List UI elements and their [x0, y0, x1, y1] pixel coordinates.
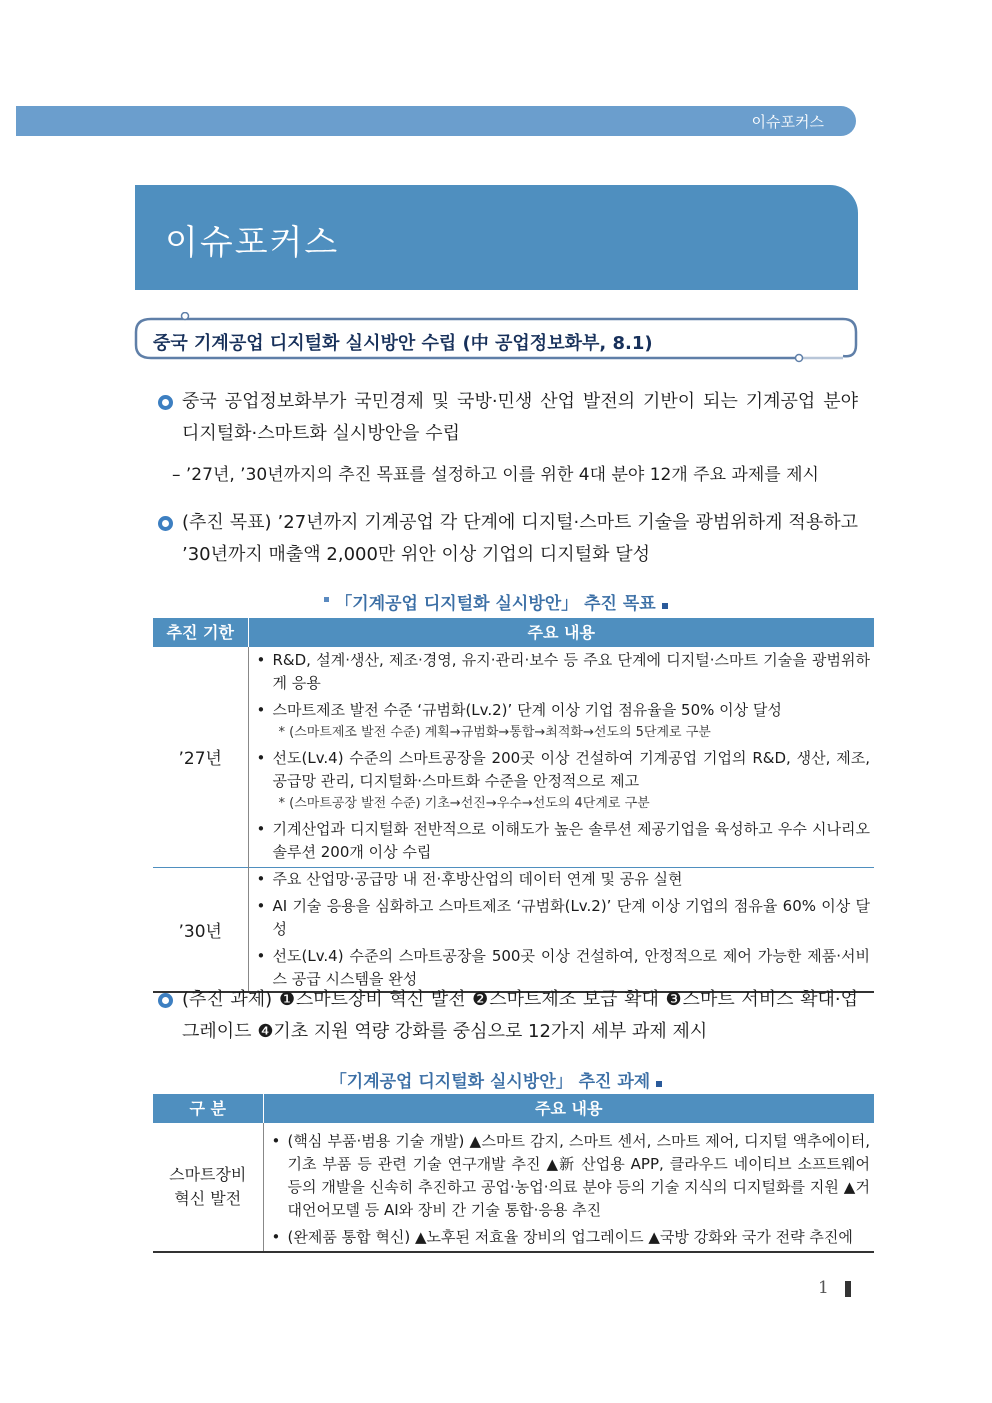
note-text: * (스마트제조 발전 수준) 계획→규범화→통합→최적화→선도의 5단계로 구분: [278, 724, 711, 740]
header-content: 주요 내용: [263, 1094, 874, 1122]
bullet-text: 중국 공업정보화부가 국민경제 및 국방·민생 산업 발전의 기반이 되는 기계공업 분야 디지털화·스마트화 실시방안을 수립: [182, 391, 858, 444]
period-cell: ’30년: [153, 867, 248, 992]
tasks-table-caption: [0, 1067, 992, 1092]
note-text: * (스마트공장 발전 수준) 기초→선진→우수→선도의 4단계로 구분: [278, 795, 650, 811]
content-cell: [248, 646, 874, 867]
bullet-text: (추진 과제) ❶스마트장비 혁신 발전 ❷스마트제조 보급 확대 ❸스마트 서비스 확대·업그레이드 ❹기초 지원 역량 강화를 중심으로 12가지 세부 과제 제시: [182, 989, 858, 1042]
table-row: [153, 646, 874, 867]
list-item: • (완제품 통합 혁신) ▲노후된 저효율 장비의 업그레이드 ▲국방 강화와 국가 전략 추진에: [271, 1227, 853, 1246]
list-item: • 기계산업과 디지털화 전반적으로 이해도가 높은 솔루션 제공기업을 육성하고 우수 시나리오 솔루션 200개 이상 수립: [256, 819, 870, 861]
page-number: 1: [818, 1278, 829, 1298]
page-marker-bar: [845, 1281, 851, 1297]
tasks-caption-text: 「기계공업 디지털화 실시방안」 추진 과제: [329, 1072, 651, 1092]
list-item: • 스마트제조 발전 수준 ‘규범화(Lv.2)’ 단계 이상 기업 점유율을 50% 이상 달성: [256, 700, 782, 719]
content-cell: [248, 867, 874, 992]
subject-text: 중국 기계공업 디지털화 실시방안 수립 (中 공업정보화부, 8.1): [153, 333, 653, 354]
list-item: • R&D, 설계·생산, 제조·경영, 유지·관리·보수 등 주요 단계에 디지털·스마트 기술을 광범위하게 응용: [256, 650, 870, 692]
category-line: 스마트장비: [169, 1164, 247, 1184]
table-row: [153, 867, 874, 992]
goals-table: [153, 618, 874, 993]
list-item: • (핵심 부품·범용 기술 개발) ▲스마트 감지, 스마트 센서, 스마트 제어, 디지털 액추에이터, 기초 부품 등 관련 기술 연구개발 추진 ▲新 산업용 APP, 클라우드 네이티브 소프트웨어 등의 개발을 신속히 추진하고 공업·농업·의료 분야 등의 기술 지식의 디지털화를 지원 ▲거대언어모델 등 AI와 장비 간 기술 통합·응용 추진: [271, 1131, 870, 1219]
caption-square-icon: [656, 1081, 662, 1087]
category-cell: [153, 1122, 263, 1252]
category-line: 혁신 발전: [174, 1188, 242, 1208]
title-banner: [135, 185, 858, 290]
bullet-item: [158, 386, 858, 450]
bullet-circle-icon: [158, 516, 173, 531]
caption-square-icon: [324, 597, 329, 602]
dash-item: – ’27년, ’30년까지의 추진 목표를 설정하고 이를 위한 4대 분야 12개 주요 과제를 제시: [172, 465, 819, 485]
header-content: 주요 내용: [248, 618, 874, 646]
table-row: [153, 1122, 874, 1252]
subject-heading: [133, 312, 860, 368]
content-cell: [263, 1122, 874, 1252]
period-cell: ’27년: [153, 646, 248, 867]
header-band: [16, 106, 856, 136]
bullet-text: (추진 목표) ’27년까지 기계공업 각 단계에 디지털·스마트 기술을 광범위하게 적용하고 ’30년까지 매출액 2,000만 위안 이상 기업의 디지털화 달성: [182, 512, 858, 565]
list-item: • 선도(Lv.4) 수준의 스마트공장을 200곳 이상 건설하여 기계공업 기업의 R&D, 생산, 제조, 공급망 관리, 디지털화·스마트화 수준을 안정적으로 제고: [256, 748, 870, 790]
list-item: • 선도(Lv.4) 수준의 스마트공장을 500곳 이상 건설하여, 안정적으로 제어 가능한 제품·서비스 공급 시스템을 완성: [256, 946, 870, 988]
header-band-label: 이슈포커스: [751, 113, 824, 131]
bullet-item: [158, 984, 858, 1048]
header-category: 구 분: [153, 1094, 263, 1122]
goals-table-caption: [0, 589, 992, 614]
bullet-item: [158, 507, 858, 571]
bullet-circle-icon: [158, 993, 173, 1008]
caption-square-icon: [662, 603, 668, 609]
list-item: • 주요 산업망·공급망 내 전·후방산업의 데이터 연계 및 공유 실현: [256, 869, 683, 888]
table-header-row: [153, 618, 874, 646]
header-period: 추진 기한: [153, 618, 248, 646]
table-header-row: [153, 1094, 874, 1122]
bullet-circle-icon: [158, 395, 173, 410]
list-item: • AI 기술 응용을 심화하고 스마트제조 ‘규범화(Lv.2)’ 단계 이상 기업의 점유율 60% 이상 달성: [256, 896, 870, 938]
page-title: 이슈포커스: [165, 223, 340, 263]
goals-caption-text: 「기계공업 디지털화 실시방안」 추진 목표: [335, 594, 656, 614]
tasks-table: [153, 1094, 874, 1253]
